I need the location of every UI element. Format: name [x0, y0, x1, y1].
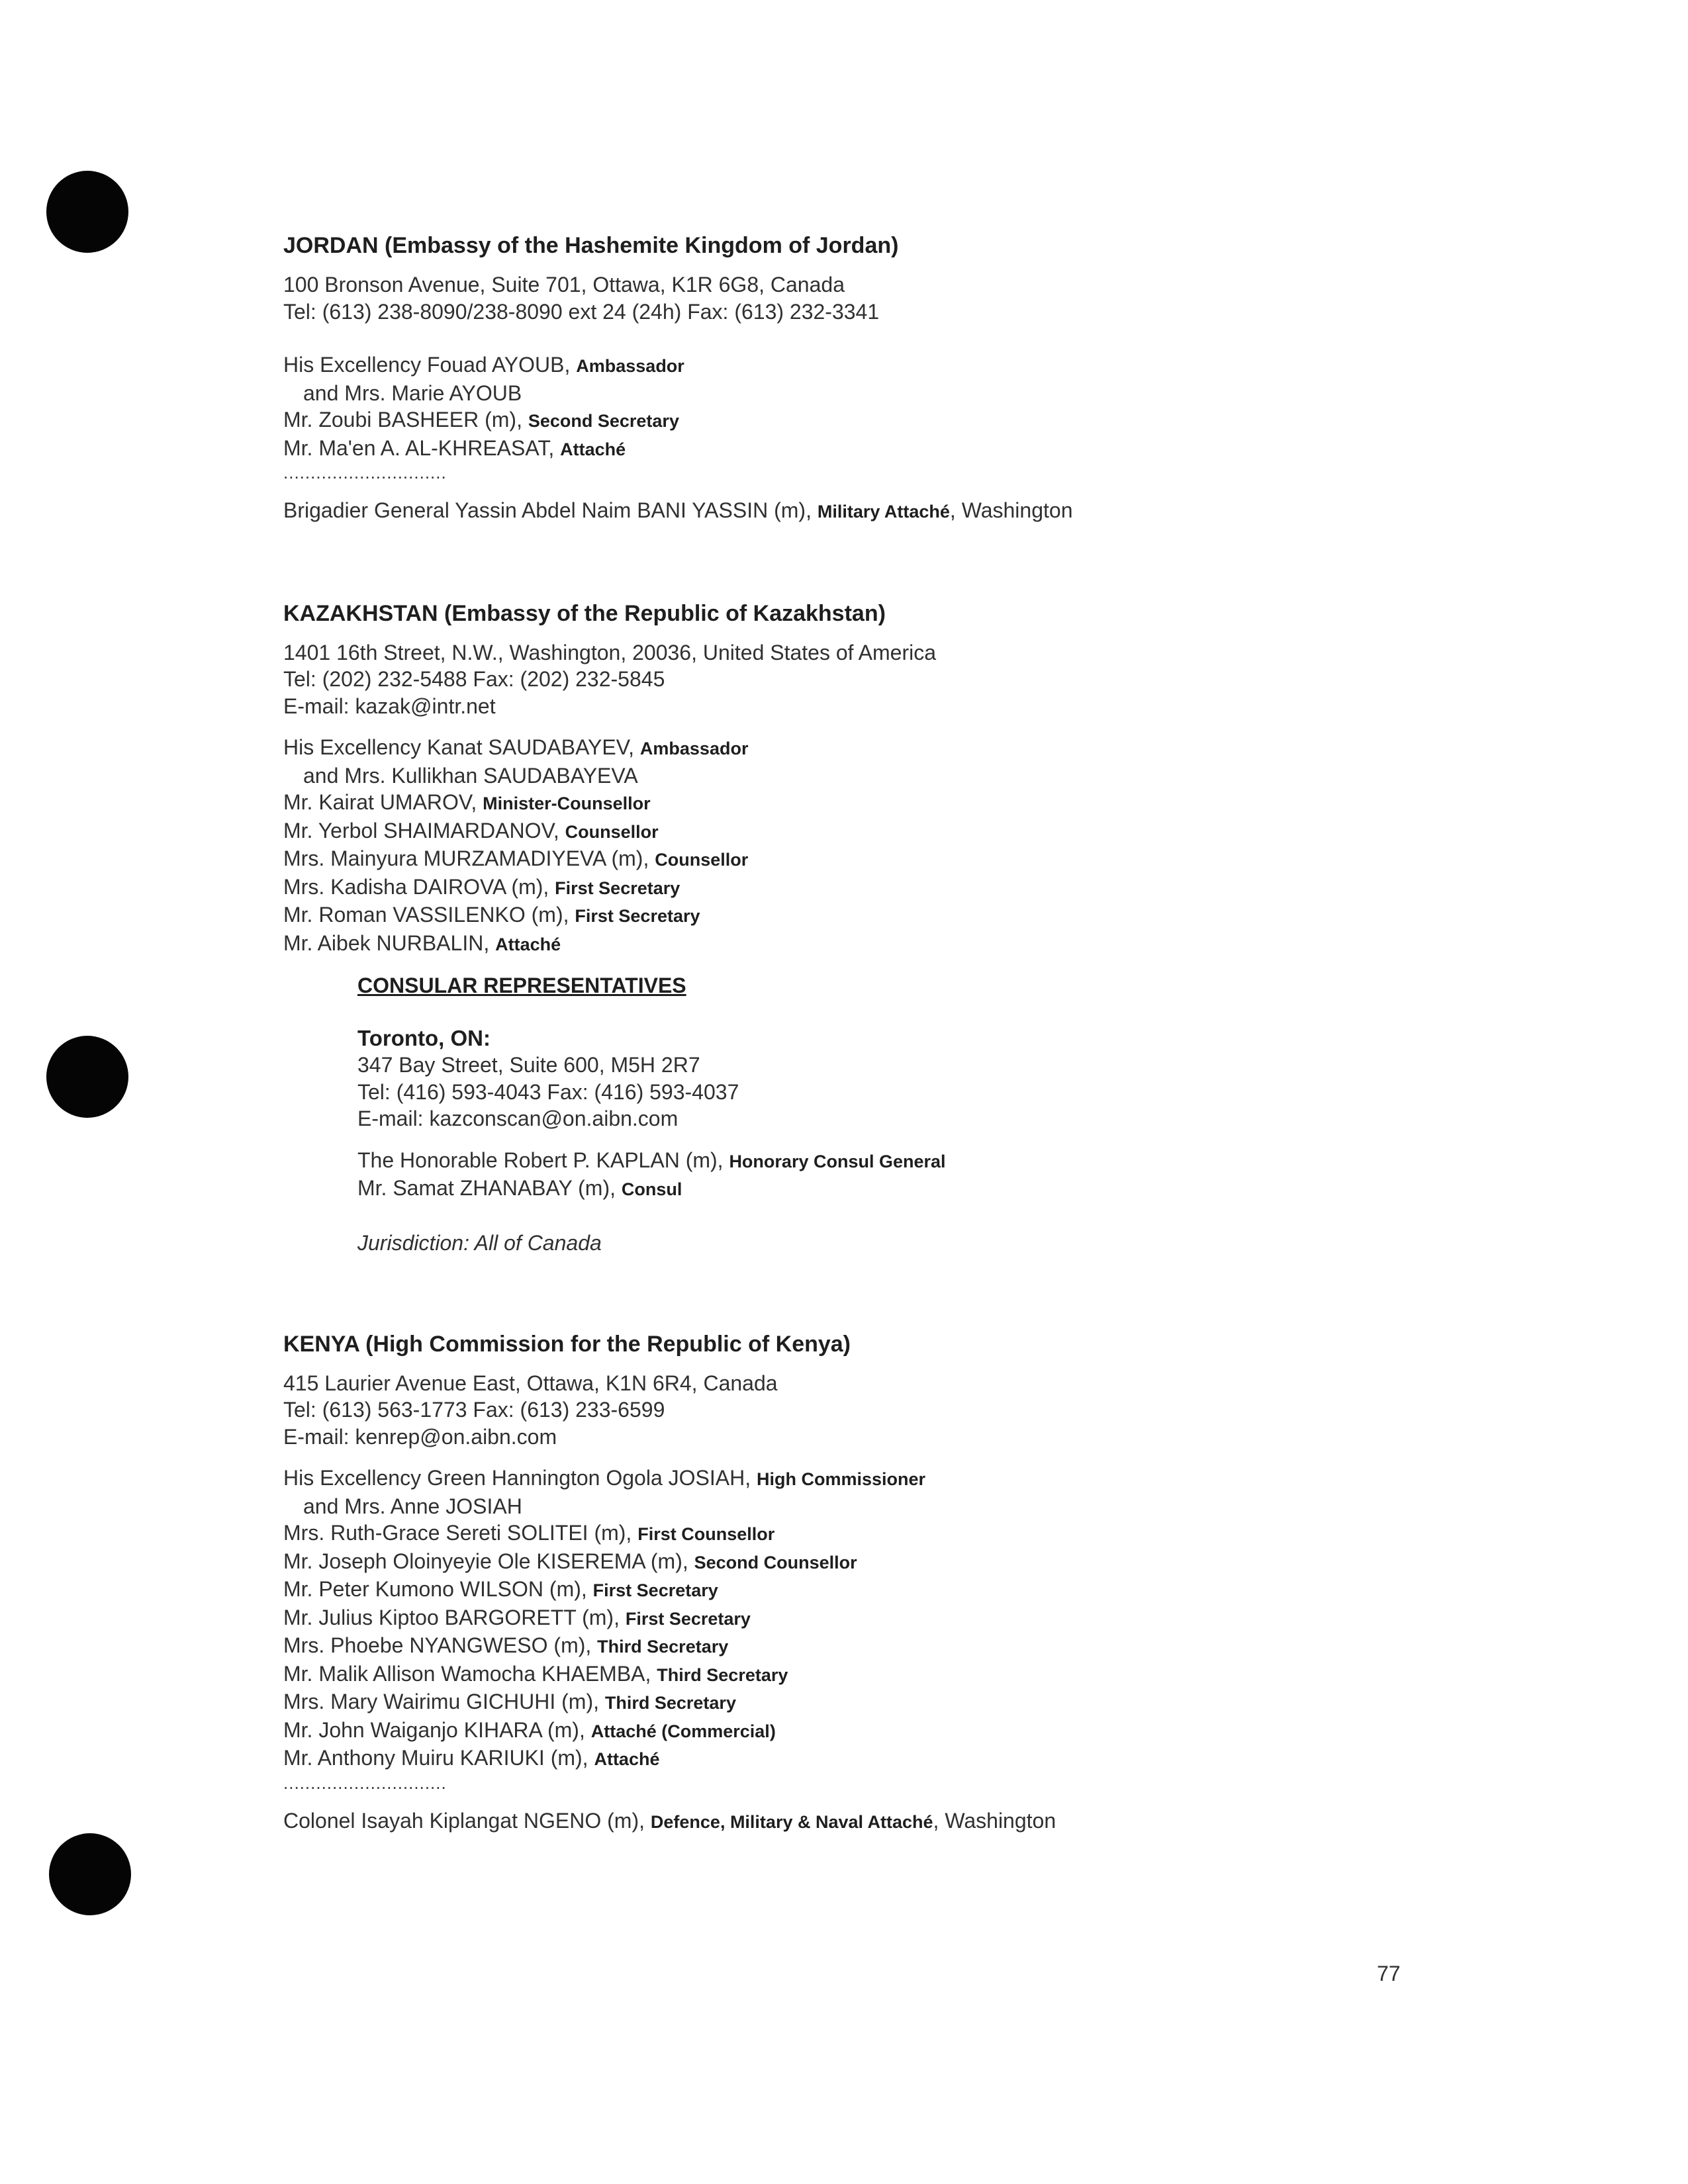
- staff-name: Mrs. Kadisha DAIROVA (m),: [283, 874, 555, 899]
- staff-name: His Excellency Green Hannington Ogola JOSIAH,: [283, 1466, 757, 1490]
- staff-title: Counsellor: [655, 850, 749, 870]
- staff-name: Mr. Peter Kumono WILSON (m),: [283, 1577, 593, 1601]
- staff-title: Minister-Counsellor: [483, 794, 651, 813]
- staff-name: Mr. Zoubi BASHEER (m),: [283, 408, 528, 432]
- staff-entry: [283, 1465, 1508, 1493]
- staff-name: His Excellency Fouad AYOUB,: [283, 353, 577, 377]
- binder-hole-top: [46, 171, 128, 253]
- staff-title: Third Secretary: [657, 1664, 788, 1685]
- staff-title: First Secretary: [575, 906, 700, 926]
- staff-name: Colonel Isayah Kiplangat NGENO (m),: [283, 1808, 651, 1833]
- staff-name: and Mrs. Kullikhan SAUDABAYEVA: [303, 763, 638, 788]
- email-line: E-mail: kenrep@on.aibn.com: [283, 1424, 557, 1449]
- staff-title: First Secretary: [625, 1608, 751, 1629]
- address-line: 347 Bay Street, Suite 600, M5H 2R7: [357, 1053, 700, 1077]
- jurisdiction-note: Jurisdiction: All of Canada: [357, 1230, 602, 1255]
- staff-title: Attaché: [594, 1749, 660, 1769]
- staff-name: Mr. Roman VASSILENKO (m),: [283, 903, 575, 927]
- directory-content: [283, 232, 1508, 1835]
- staff-title: Attaché: [495, 934, 561, 954]
- staff-title: Military Attaché: [817, 502, 950, 522]
- staff-entry: [283, 406, 1508, 435]
- staff-title: First Counsellor: [637, 1524, 775, 1544]
- staff-entry: [357, 1175, 1508, 1203]
- staff-name: Mr. John Waiganjo KIHARA (m),: [283, 1717, 591, 1742]
- staff-entry: [283, 734, 1508, 762]
- phone-line: Tel: (613) 563-1773 Fax: (613) 233-6599: [283, 1398, 665, 1422]
- address-line: 100 Bronson Avenue, Suite 701, Ottawa, K1R 6G8, Canada: [283, 273, 845, 296]
- staff-title: Second Secretary: [528, 411, 679, 431]
- section-kazakhstan: [283, 600, 1508, 1256]
- consulate-city: Toronto, ON:: [357, 1026, 491, 1050]
- staff-entry: [283, 1661, 1508, 1689]
- address-line: 415 Laurier Avenue East, Ottawa, K1N 6R4, Canada: [283, 1371, 778, 1395]
- staff-title: Attaché: [560, 439, 626, 459]
- staff-name: Mrs. Phoebe NYANGWESO (m),: [283, 1633, 598, 1657]
- section-jordan: [283, 232, 1508, 525]
- staff-title: Third Secretary: [597, 1637, 729, 1657]
- staff-name: Mr. Joseph Oloinyeyie Ole KISEREMA (m),: [283, 1549, 694, 1573]
- page-number: 77: [1377, 1962, 1401, 1985]
- staff-name: and Mrs. Marie AYOUB: [303, 381, 522, 405]
- staff-entry: [357, 1147, 1508, 1175]
- staff-title: Ambassador: [576, 356, 684, 376]
- staff-name: Mr. Aibek NURBALIN,: [283, 931, 496, 955]
- consular-heading: CONSULAR REPRESENTATIVES: [357, 974, 686, 997]
- phone-line: Tel: (416) 593-4043 Fax: (416) 593-4037: [357, 1079, 739, 1104]
- staff-entry: [283, 1688, 1508, 1717]
- consular-block: [283, 972, 1508, 1256]
- country-heading: JORDAN (Embassy of the Hashemite Kingdom of Jordan): [283, 233, 899, 258]
- staff-entry: [283, 1548, 1508, 1576]
- staff-entry: [283, 1717, 1508, 1745]
- phone-line: Tel: (613) 238-8090/238-8090 ext 24 (24h) Fax: (613) 232-3341: [283, 299, 880, 324]
- staff-entry: [283, 789, 1508, 817]
- section-kenya: [283, 1330, 1508, 1836]
- separator-dots: ..............................: [283, 1772, 447, 1793]
- staff-title: Counsellor: [565, 821, 659, 842]
- staff-entry-spouse: [283, 1493, 1508, 1520]
- nonresident-entry: [283, 1807, 1508, 1836]
- address-line: 1401 16th Street, N.W., Washington, 20036, United States of America: [283, 640, 937, 664]
- staff-name: Mrs. Mary Wairimu GICHUHI (m),: [283, 1690, 605, 1713]
- staff-name: Mr. Anthony Muiru KARIUKI (m),: [283, 1746, 594, 1770]
- staff-name: The Honorable Robert P. KAPLAN (m),: [357, 1148, 729, 1172]
- staff-name: Mrs. Mainyura MURZAMADIYEVA (m),: [283, 846, 655, 870]
- email-line: E-mail: kazak@intr.net: [283, 694, 496, 718]
- staff-name: and Mrs. Anne JOSIAH: [303, 1494, 522, 1518]
- staff-entry: [283, 1576, 1508, 1604]
- staff-entry: [283, 351, 1508, 380]
- staff-name: Mr. Ma'en A. AL-KHREASAT,: [283, 435, 561, 460]
- binder-hole-bottom: [49, 1833, 131, 1915]
- staff-entry-spouse: [283, 380, 1508, 407]
- staff-entry-spouse: [283, 762, 1508, 790]
- staff-title: Ambassador: [639, 739, 749, 758]
- staff-entry: [283, 1745, 1508, 1773]
- staff-name: Mr. Malik Allison Wamocha KHAEMBA,: [283, 1661, 657, 1686]
- staff-location: , Washington: [933, 1808, 1056, 1833]
- staff-entry: [283, 1604, 1508, 1633]
- staff-entry: [283, 435, 1508, 463]
- staff-title: First Secretary: [592, 1580, 718, 1600]
- email-line: E-mail: kazconscan@on.aibn.com: [357, 1107, 679, 1130]
- country-heading: KENYA (High Commission for the Republic of Kenya): [283, 1331, 851, 1357]
- staff-entry: [283, 874, 1508, 902]
- staff-entry: [283, 901, 1508, 930]
- staff-title: High Commissioner: [757, 1469, 926, 1489]
- staff-name: Mr. Yerbol SHAIMARDANOV,: [283, 818, 565, 842]
- staff-entry: [283, 1520, 1508, 1548]
- separator-dots: ..............................: [283, 463, 447, 482]
- staff-name: Mr. Kairat UMAROV,: [283, 790, 483, 814]
- staff-name: Brigadier General Yassin Abdel Naim BANI YASSIN (m),: [283, 498, 818, 522]
- staff-name: His Excellency Kanat SAUDABAYEV,: [283, 735, 640, 759]
- staff-title: Third Secretary: [604, 1693, 736, 1713]
- phone-line: Tel: (202) 232-5488 Fax: (202) 232-5845: [283, 667, 665, 691]
- staff-title: Defence, Military & Naval Attaché: [650, 1811, 933, 1832]
- nonresident-entry: [283, 497, 1508, 525]
- staff-location: , Washington: [949, 498, 1073, 522]
- staff-entry: [283, 817, 1508, 846]
- staff-name: Mrs. Ruth-Grace Sereti SOLITEI (m),: [283, 1521, 638, 1545]
- staff-title: Consul: [621, 1179, 682, 1199]
- staff-title: Second Counsellor: [694, 1552, 857, 1572]
- staff-entry: [283, 845, 1508, 874]
- staff-title: First Secretary: [555, 878, 680, 898]
- staff-title: Honorary Consul General: [729, 1151, 946, 1171]
- staff-name: Mr. Julius Kiptoo BARGORETT (m),: [283, 1605, 626, 1629]
- staff-name: Mr. Samat ZHANABAY (m),: [357, 1176, 622, 1200]
- binder-hole-middle: [46, 1036, 128, 1118]
- staff-title: Attaché (Commercial): [590, 1721, 776, 1741]
- staff-entry: [283, 930, 1508, 958]
- country-heading: KAZAKHSTAN (Embassy of the Republic of Kazakhstan): [283, 600, 886, 626]
- staff-entry: [283, 1632, 1508, 1661]
